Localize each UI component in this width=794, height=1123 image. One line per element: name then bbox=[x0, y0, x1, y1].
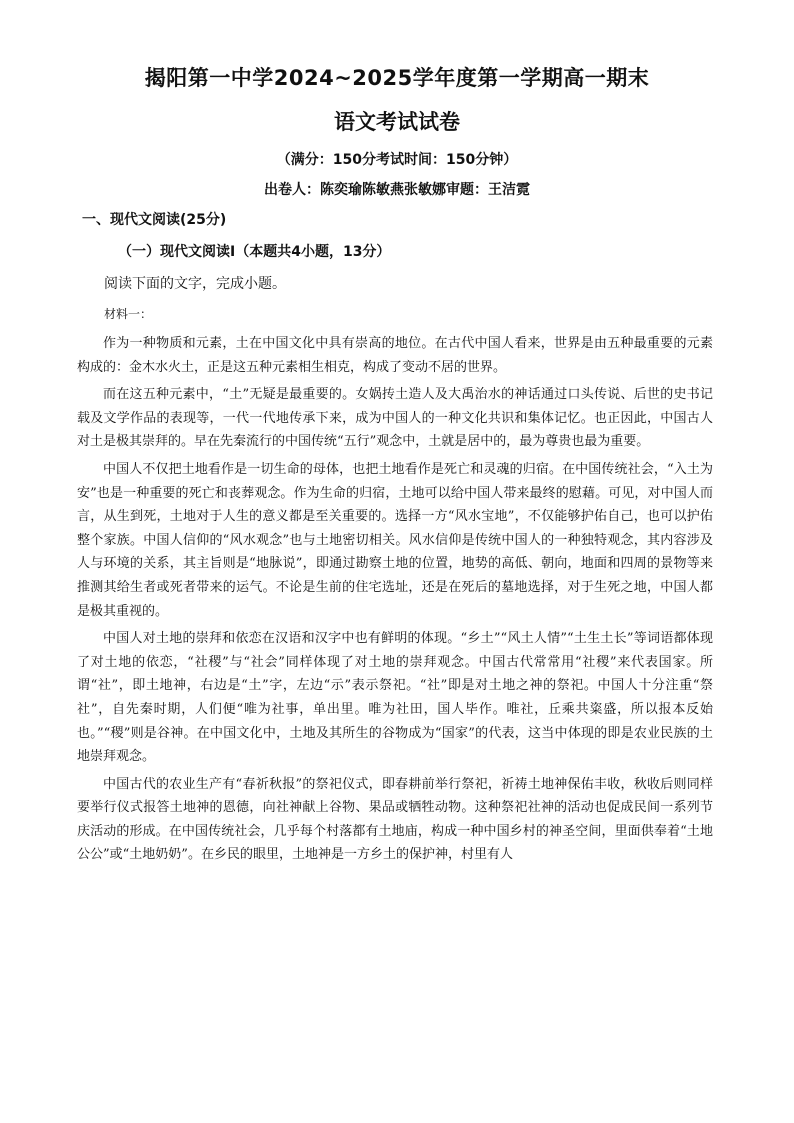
exam-title: 揭阳第一中学2024~2025学年度第一学期高一期末 bbox=[144, 66, 650, 90]
material-label: 材料一： bbox=[104, 307, 153, 321]
section-heading: 一、现代文阅读(25分) bbox=[82, 212, 227, 228]
paragraph: 中国人对土地的崇拜和依恋在汉语和汉字中也有鲜明的体现。“乡土”“风土人情”“土生土长”等词语都体现了对土地的依恋，“社稷”与“社会”同样体现了对土地的崇拜观念。中国古代常常用“社稷”来代表国家。所谓“社”，即土地神，右边是“土”字，左边“示”表示祭祀。“社”即是对土地之神的祭祀。中国人十分注重“祭社”，自先秦时期，人们便“唯为社事，单出里。唯为社田，国人毕作。唯社，丘乘共粢盛，所以报本反始也。”“稷”则是谷神。在中国文化中，土地及其所生的谷物成为“国家”的代表，这当中体现的即是农业民族的土地崇拜观念。 bbox=[77, 631, 713, 765]
paragraph: 而在这五种元素中，“土”无疑是最重要的。女娲抟土造人及大禹治水的神话通过口头传说、后世的史书记载及文学作品的表现等，一代一代地传承下来，成为中国人的一种文化共识和集体记忆。也正因此，中国古人对土是极其崇拜的。早在先秦流行的中国传统“五行”观念中，土就是居中的，最为尊贵也最为重要。 bbox=[77, 387, 713, 450]
exam-subtitle: 语文考试试卷 bbox=[334, 110, 460, 134]
passage-body bbox=[77, 332, 713, 871]
subsection-heading: （一）现代文阅读Ⅰ（本题共4小题，13分） bbox=[118, 244, 391, 260]
paragraph: 中国人不仅把土地看作是一切生命的母体，也把土地看作是死亡和灵魂的归宿。在中国传统社会，“入土为安”也是一种重要的死亡和丧葬观念。作为生命的归宿，土地可以给中国人带来最终的慰藉。可见，对中国人而言，从生到死，土地对于人生的意义都是至关重要的。选择一方“风水宝地”，不仅能够护佑自己，也可以护佑整个家族。中国人信仰的“风水观念”也与土地密切相关。风水信仰是传统中国人的一种独特观念，其内容涉及人与环境的关系，其主旨则是“地脉说”，即通过勘察土地的位置，地势的高低、朝向，地面和四周的景物等来推测其给生者或死者带来的运气。不论是生前的住宅选址，还是在死后的墓地选择，对于生死之地，中国人都是极其重视的。 bbox=[77, 461, 713, 619]
reading-instruction: 阅读下面的文字，完成小题。 bbox=[104, 276, 286, 292]
paragraph: 作为一种物质和元素，土在中国文化中具有崇高的地位。在古代中国人看来，世界是由五种最重要的元素构成的：金木水火土，正是这五种元素相生相克，构成了变动不居的世界。 bbox=[77, 336, 713, 375]
score-time-info: （满分：150分考试时间：150分钟） bbox=[276, 152, 518, 168]
paragraph: 中国古代的农业生产有“春祈秋报”的祭祀仪式，即春耕前举行祭祀，祈祷土地神保佑丰收，秋收后则同样要举行仪式报答土地神的恩德，向社神献上谷物、果品或牺牲动物。这种祭祀社神的活动也促成民间一系列节庆活动的形成。在中国传统社会，几乎每个村落都有土地庙，构成一种中国乡村的神圣空间，里面供奉着“土地公公”或“土地奶奶”。在乡民的眼里，土地神是一方乡土的保护神，村里有人 bbox=[77, 776, 713, 863]
authors-info: 出卷人：陈奕瑜陈敏燕张敏娜审题：王洁霓 bbox=[264, 182, 530, 198]
